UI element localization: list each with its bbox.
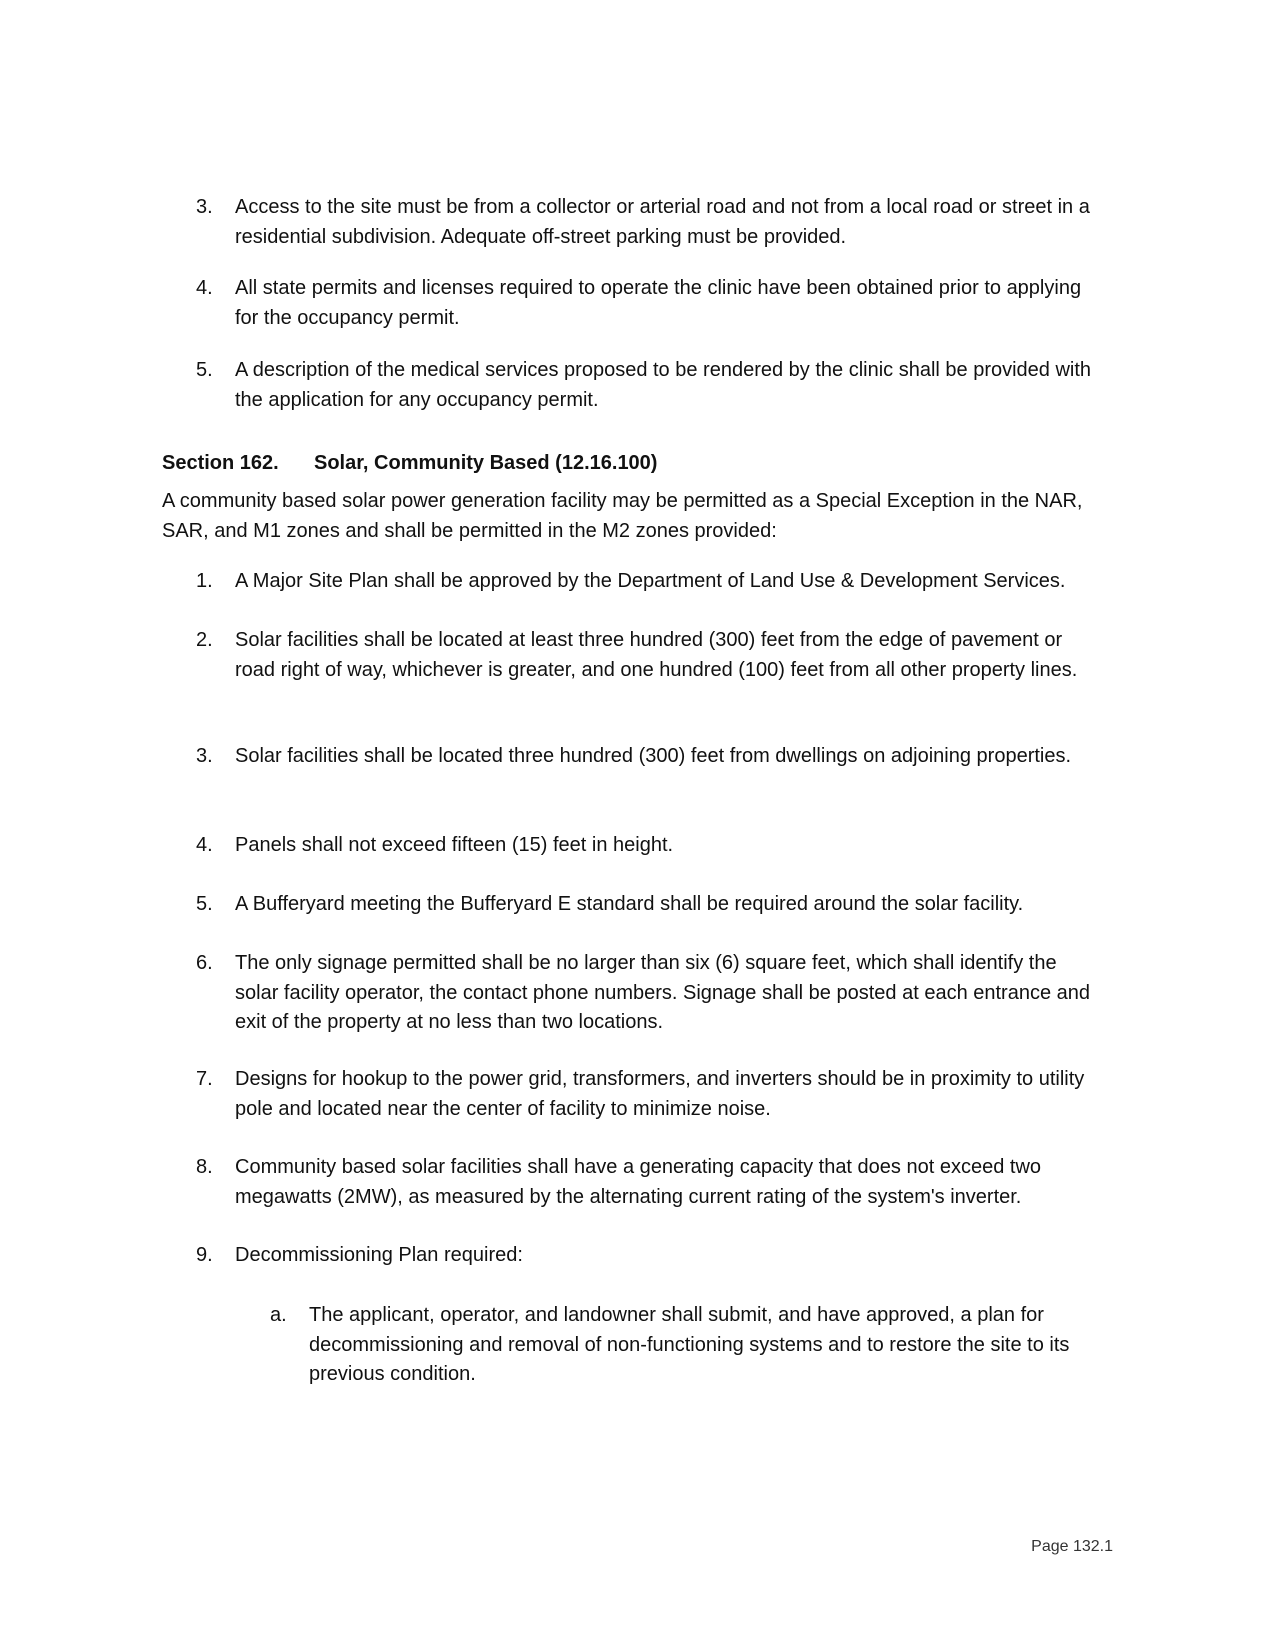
requirement-number: 6.	[196, 952, 213, 974]
requirement-number: 5.	[196, 893, 213, 915]
requirement-number: 1.	[196, 570, 213, 592]
intro-paragraph: A community based solar power generation facility may be permitted as a Special Exception in the NAR, SAR, and M1 zones and shall be permitted in the M2 zones provided:	[162, 490, 1083, 542]
requirement-text: Community based solar facilities shall have a generating capacity that does not exceed two megawatts (2MW), as measured by the alternating current rating of the system's inverter.	[235, 1156, 1042, 1208]
list-item-number: 4.	[196, 277, 213, 299]
section-number: Section 162.	[162, 452, 279, 474]
list-item-number: 5.	[196, 359, 213, 381]
requirement-number: 4.	[196, 834, 213, 856]
list-item-text: All state permits and licenses required to operate the clinic have been obtained prior to applying for the occupancy permit.	[235, 277, 1082, 329]
sub-item-letter: a.	[270, 1304, 287, 1326]
sub-item-text: The applicant, operator, and landowner shall submit, and have approved, a plan for decommissioning and removal of non-functioning systems and to restore the site to its previous condition.	[309, 1304, 1070, 1385]
section-title: Solar, Community Based (12.16.100)	[314, 452, 658, 474]
list-item-number: 3.	[196, 196, 213, 218]
requirement-text: The only signage permitted shall be no larger than six (6) square feet, which shall identify the solar facility operator, the contact phone numbers. Signage shall be posted at each entrance and exit of the property at no less than two locations.	[235, 952, 1090, 1033]
requirement-text: Solar facilities shall be located at least three hundred (300) feet from the edge of pavement or road right of way, whichever is greater, and one hundred (100) feet from all other property lines.	[235, 629, 1078, 681]
requirement-text: A Bufferyard meeting the Bufferyard E standard shall be required around the solar facility.	[235, 893, 1024, 915]
requirement-number: 3.	[196, 745, 213, 767]
requirement-text: Panels shall not exceed fifteen (15) feet in height.	[235, 834, 674, 856]
requirement-text: Designs for hookup to the power grid, transformers, and inverters should be in proximity to utility pole and located near the center of facility to minimize noise.	[235, 1068, 1085, 1120]
page-number: Page 132.1	[1031, 1538, 1113, 1555]
requirement-text: Solar facilities shall be located three hundred (300) feet from dwellings on adjoining properties.	[235, 745, 1072, 767]
requirement-text: A Major Site Plan shall be approved by the Department of Land Use & Development Services.	[235, 570, 1066, 592]
requirement-number: 9.	[196, 1244, 213, 1266]
requirement-number: 8.	[196, 1156, 213, 1178]
requirement-number: 7.	[196, 1068, 213, 1090]
requirement-number: 2.	[196, 629, 213, 651]
list-item-text: Access to the site must be from a collector or arterial road and not from a local road or street in a residential subdivision. Adequate off-street parking must be provided.	[235, 196, 1090, 248]
requirement-text: Decommissioning Plan required:	[235, 1244, 523, 1266]
list-item-text: A description of the medical services proposed to be rendered by the clinic shall be provided with the application for any occupancy permit.	[235, 359, 1092, 411]
